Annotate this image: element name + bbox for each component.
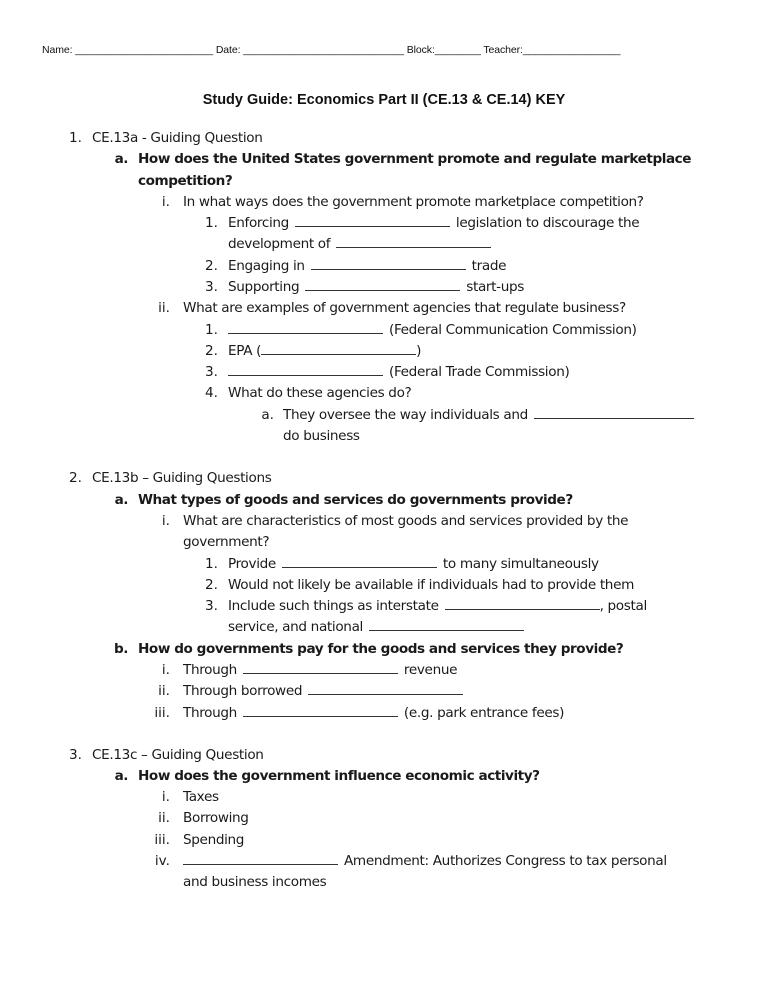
text-after: (Federal Trade Commission) bbox=[388, 364, 570, 380]
text-before: Enforcing bbox=[228, 215, 289, 231]
item-text bbox=[183, 703, 564, 724]
text-after: ) bbox=[416, 343, 422, 359]
question-text-cont: competition? bbox=[138, 173, 233, 189]
text-after: to many simultaneously bbox=[442, 556, 599, 572]
sub-letter: a. bbox=[261, 407, 274, 423]
name-field[interactable]: Name: ________________________ bbox=[42, 44, 213, 56]
subitem-number: 1. bbox=[205, 322, 218, 338]
subitem-number: 2. bbox=[205, 343, 218, 359]
subitem-text bbox=[228, 596, 647, 617]
item-text: Taxes bbox=[183, 789, 219, 805]
subitem-text bbox=[228, 554, 599, 575]
section-number: 2. bbox=[69, 470, 82, 486]
subitem-number: 1. bbox=[205, 556, 218, 572]
subitem-text bbox=[228, 256, 506, 277]
item-roman: i. bbox=[161, 194, 170, 210]
block-field[interactable]: Block:________ bbox=[406, 44, 481, 56]
item-text bbox=[183, 851, 667, 872]
text-before: Include such things as interstate bbox=[228, 598, 439, 614]
subitem-text-cont bbox=[228, 617, 526, 638]
answer-blank[interactable] bbox=[295, 213, 450, 227]
subitem-number: 4. bbox=[205, 385, 218, 401]
subitem-text bbox=[228, 213, 639, 234]
answer-blank[interactable] bbox=[243, 703, 398, 717]
text-before: They oversee the way individuals and bbox=[283, 407, 528, 423]
item-roman: i. bbox=[161, 513, 170, 529]
subitem-number: 2. bbox=[205, 577, 218, 593]
text-before: Engaging in bbox=[228, 258, 305, 274]
text-before: service, and national bbox=[228, 619, 363, 635]
answer-blank[interactable] bbox=[534, 405, 694, 419]
subitem-text bbox=[228, 277, 524, 298]
answer-blank[interactable] bbox=[228, 320, 383, 334]
item-text-cont: and business incomes bbox=[183, 874, 327, 890]
item-roman: i. bbox=[161, 789, 170, 805]
item-roman: iv. bbox=[154, 853, 170, 869]
item-roman: iii. bbox=[154, 832, 170, 848]
text-after: legislation to discourage the bbox=[455, 215, 640, 231]
answer-blank[interactable] bbox=[282, 554, 437, 568]
text-after: , postal bbox=[599, 598, 647, 614]
text-before: EPA ( bbox=[228, 343, 262, 359]
text-before: Through bbox=[183, 705, 237, 721]
text-after: revenue bbox=[403, 662, 458, 678]
item-roman: iii. bbox=[154, 705, 170, 721]
item-text: What are examples of government agencies that regulate business? bbox=[183, 300, 626, 316]
item-text: In what ways does the government promote marketplace competition? bbox=[183, 194, 644, 210]
subitem-text-cont bbox=[228, 234, 493, 255]
answer-blank[interactable] bbox=[183, 851, 338, 865]
item-text: What are characteristics of most goods and services provided by the bbox=[183, 513, 629, 529]
sub-text-cont: do business bbox=[283, 428, 360, 444]
subitem-number: 3. bbox=[205, 279, 218, 295]
question-letter: a. bbox=[114, 151, 128, 167]
text-before: Through borrowed bbox=[183, 683, 303, 699]
subitem-text bbox=[228, 320, 637, 341]
section-heading: CE.13b – Guiding Questions bbox=[92, 470, 272, 486]
question-text: How does the government influence economic activity? bbox=[138, 768, 540, 784]
item-roman: ii. bbox=[158, 683, 170, 699]
student-info-header bbox=[42, 44, 742, 56]
item-text bbox=[183, 660, 457, 681]
answer-blank[interactable] bbox=[305, 277, 460, 291]
text-after: Amendment: Authorizes Congress to tax personal bbox=[343, 853, 667, 869]
section-heading: CE.13a - Guiding Question bbox=[92, 130, 263, 146]
answer-blank[interactable] bbox=[311, 256, 466, 270]
section-number: 3. bbox=[69, 747, 82, 763]
answer-blank[interactable] bbox=[243, 660, 398, 674]
text-before: Provide bbox=[228, 556, 276, 572]
item-roman: ii. bbox=[158, 810, 170, 826]
question-letter: a. bbox=[114, 768, 128, 784]
item-text: Spending bbox=[183, 832, 245, 848]
text-before: Supporting bbox=[228, 279, 300, 295]
subitem-text bbox=[228, 362, 569, 383]
subitem-number: 3. bbox=[205, 598, 218, 614]
text-after: (e.g. park entrance fees) bbox=[403, 705, 565, 721]
item-text bbox=[183, 681, 465, 702]
question-text: What types of goods and services do governments provide? bbox=[138, 492, 573, 508]
subitem-number: 2. bbox=[205, 258, 218, 274]
item-roman: i. bbox=[161, 662, 170, 678]
subitem-text: Would not likely be available if individuals had to provide them bbox=[228, 577, 634, 593]
subitem-text bbox=[228, 341, 421, 362]
teacher-field[interactable]: Teacher:_________________ bbox=[483, 44, 621, 56]
question-letter: b. bbox=[114, 641, 128, 657]
text-after: (Federal Communication Commission) bbox=[388, 322, 637, 338]
subitem-text: What do these agencies do? bbox=[228, 385, 412, 401]
text-before: development of bbox=[228, 236, 331, 252]
text-after: start-ups bbox=[466, 279, 524, 295]
question-text: How does the United States government promote and regulate marketplace bbox=[138, 151, 692, 167]
item-text: Borrowing bbox=[183, 810, 249, 826]
question-letter: a. bbox=[114, 492, 128, 508]
subitem-number: 3. bbox=[205, 364, 218, 380]
subitem-number: 1. bbox=[205, 215, 218, 231]
page-title: Study Guide: Economics Part II (CE.13 & CE.14) KEY bbox=[202, 92, 566, 108]
answer-blank[interactable] bbox=[308, 681, 463, 695]
answer-blank[interactable] bbox=[228, 362, 383, 376]
question-text: How do governments pay for the goods and services they provide? bbox=[138, 641, 624, 657]
section-heading: CE.13c – Guiding Question bbox=[92, 747, 264, 763]
text-after: trade bbox=[471, 258, 507, 274]
section-number: 1. bbox=[69, 130, 82, 146]
item-roman: ii. bbox=[158, 300, 170, 316]
date-field[interactable]: Date: ____________________________ bbox=[215, 44, 404, 56]
answer-blank[interactable] bbox=[336, 234, 491, 248]
answer-blank[interactable] bbox=[261, 341, 416, 355]
answer-blank[interactable] bbox=[369, 617, 524, 631]
answer-blank[interactable] bbox=[445, 596, 600, 610]
item-text-cont: government? bbox=[183, 534, 270, 550]
sub-text bbox=[283, 405, 696, 426]
text-before: Through bbox=[183, 662, 237, 678]
